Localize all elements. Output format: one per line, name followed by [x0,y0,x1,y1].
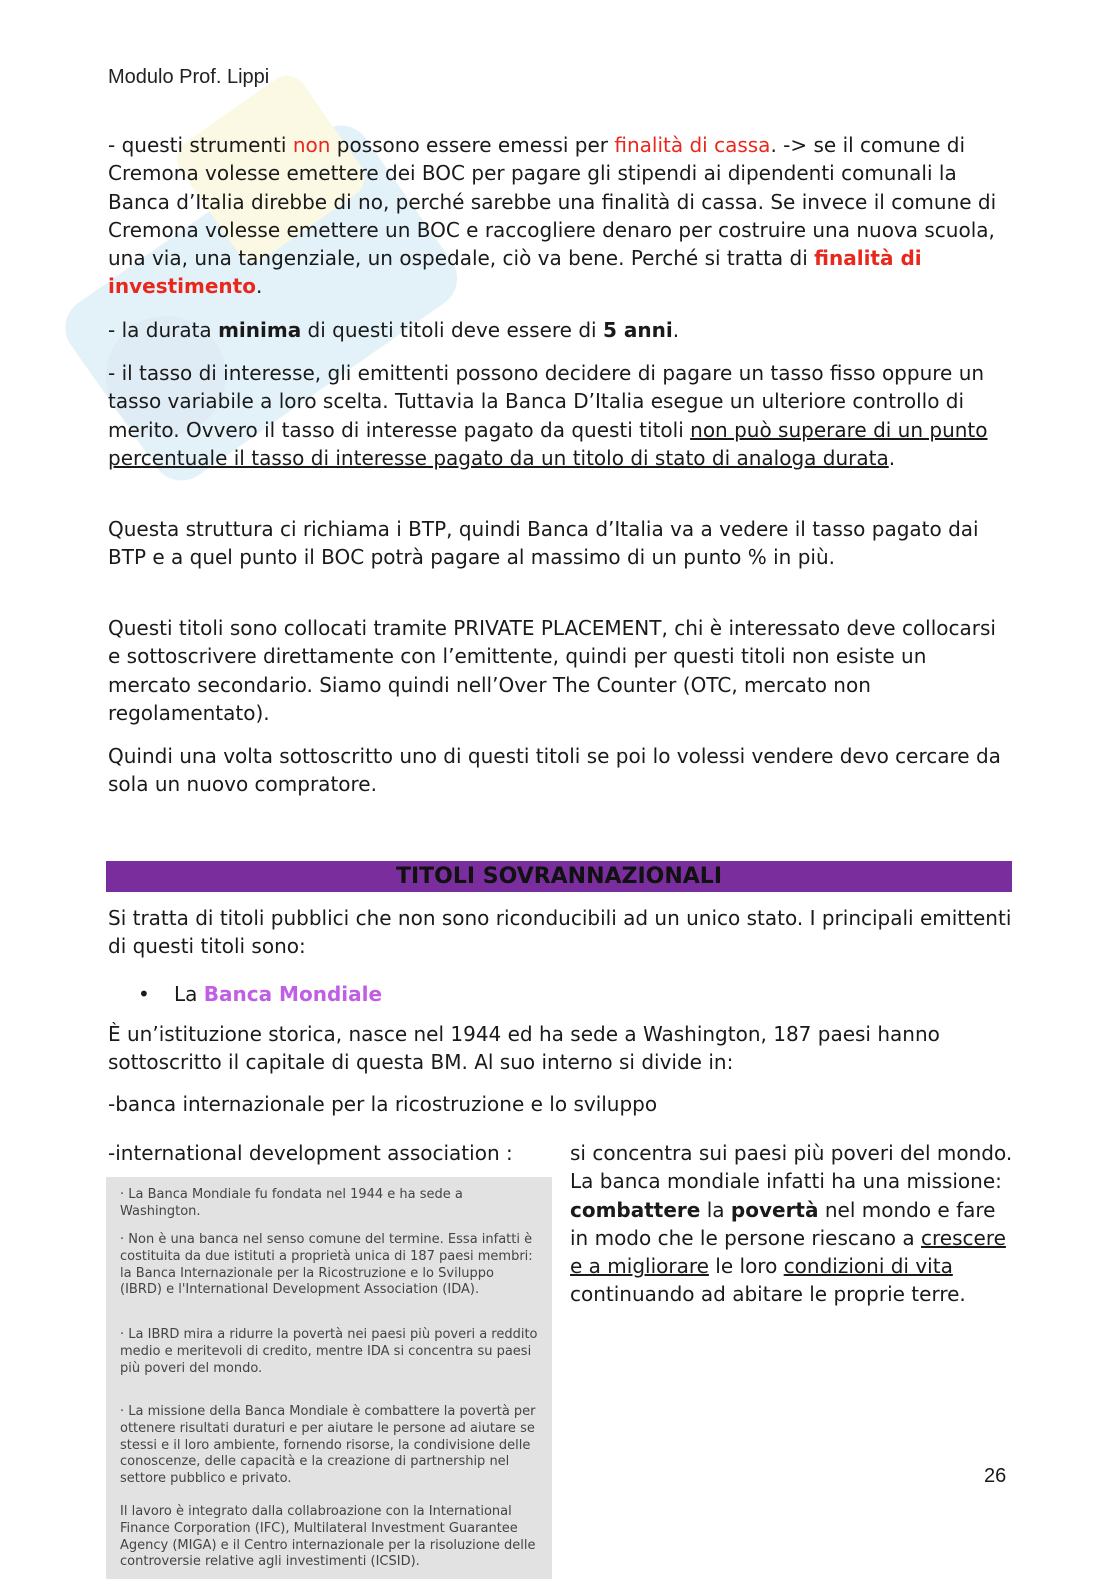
slide-image [106,1177,552,1579]
paragraph-banca-internazionale: -banca internazionale per la ricostruzione e lo sviluppo [108,1092,658,1116]
paragraph-titoli-pubblici: Si tratta di titoli pubblici che non sono riconducibili ad un unico stato. I principali emittenti di questi titoli sono: [108,906,1012,959]
paragraph-finalita: - questi strumenti non possono essere emessi per finalità di cassa. -> se il comune di Cremona volesse emettere dei BOC per pagare gli stipendi ai dipendenti comunali la Banca d’Italia direbbe di no, perché sarebbe una finalità di cassa. Se invece il comune di Cremona volesse emettere un BOC e raccogliere denaro per costruire una nuova scuola, una via, una tangenziale, un ospedale, ciò va bene. Perché si tratta di finalità di investimento. [108,133,997,299]
list-item: • La Banca Mondiale [138,982,383,1006]
paragraph-missione: si concentra sui paesi più poveri del mondo. La banca mondiale infatti ha una missione: combattere la povertà nel mondo e fare in modo che le persone riescano a crescere e a migliorare le loro condizioni di vita continuando ad abitare le proprie terre. [570,1141,1013,1307]
slide-item: · La IBRD mira a ridurre la povertà nei paesi più poveri a reddito medio e meritevoli di credito, mentre IDA si concentra su paesi più poveri del mondo. [120,1327,538,1376]
section-heading: TITOLI SOVRANNAZIONALI [106,861,1012,892]
page-number: 26 [984,1465,1007,1487]
slide-item: Il lavoro è integrato dalla collabroazione con la International Finance Corporation (IFC), Multilateral Investment Guarantee Agency (MIGA) e il Centro internazionale per la risoluzione delle controversie relative agli investimenti (ICSID). [120,1504,536,1570]
paragraph-istituzione: È un’istituzione storica, nasce nel 1944 ed ha sede a Washington, 187 paesi hanno sottoscritto il capitale di questa BM. Al suo interno si divide in: [108,1022,940,1075]
slide-item: · La missione della Banca Mondiale è combattere la povertà per ottenere risultati duraturi e per aiutare le persone ad aiutare se stessi e il loro ambiente, fornendo risorse, la condivisione delle conoscenze, delle capacità e la creazione di partnership nel settore pubblico e privato. [120,1404,536,1487]
paragraph-compratore: Quindi una volta sottoscritto uno di questi titoli se poi lo volessi vendere devo cercare da sola un nuovo compratore. [108,744,1001,797]
slide-item: · Non è una banca nel senso comune del termine. Essa infatti è costituita da due istituti a proprietà unica di 187 paesi membri: la Banca Internazionale per la Ricostruzione e lo Sviluppo (IBRD) e l'International Development Association (IDA). [120,1232,533,1298]
paragraph-btp: Questa struttura ci richiama i BTP, quindi Banca d’Italia va a vedere il tasso pagato dai BTP e a quel punto il BOC potrà pagare al massimo di un punto % in più. [108,517,979,570]
watermark-logo [25,50,495,570]
paragraph-tasso: - il tasso di interesse, gli emittenti possono decidere di pagare un tasso fisso oppure un tasso variabile a loro scelta. Tuttavia la Banca D’Italia esegue un ulteriore controllo di merito. Ovvero il tasso di interesse pagato da questi titoli non può superare di un punto percentuale il tasso di interesse pagato da un titolo di stato di analoga durata. [108,361,988,470]
bullet-icon: • [138,982,150,1006]
paragraph-durata: - la durata minima di questi titoli deve essere di 5 anni. [108,318,680,342]
paragraph-ida: -international development association : [108,1141,513,1165]
header-title: Modulo Prof. Lippi [108,66,270,88]
paragraph-private-placement: Questi titoli sono collocati tramite PRIVATE PLACEMENT, chi è interessato deve collocarsi e sottoscrivere direttamente con l’emittente, quindi per questi titoli non esiste un mercato secondario. Siamo quindi nell’Over The Counter (OTC, mercato non regolamentato). [108,616,996,725]
slide-item: · La Banca Mondiale fu fondata nel 1944 e ha sede a Washington. [120,1187,463,1219]
